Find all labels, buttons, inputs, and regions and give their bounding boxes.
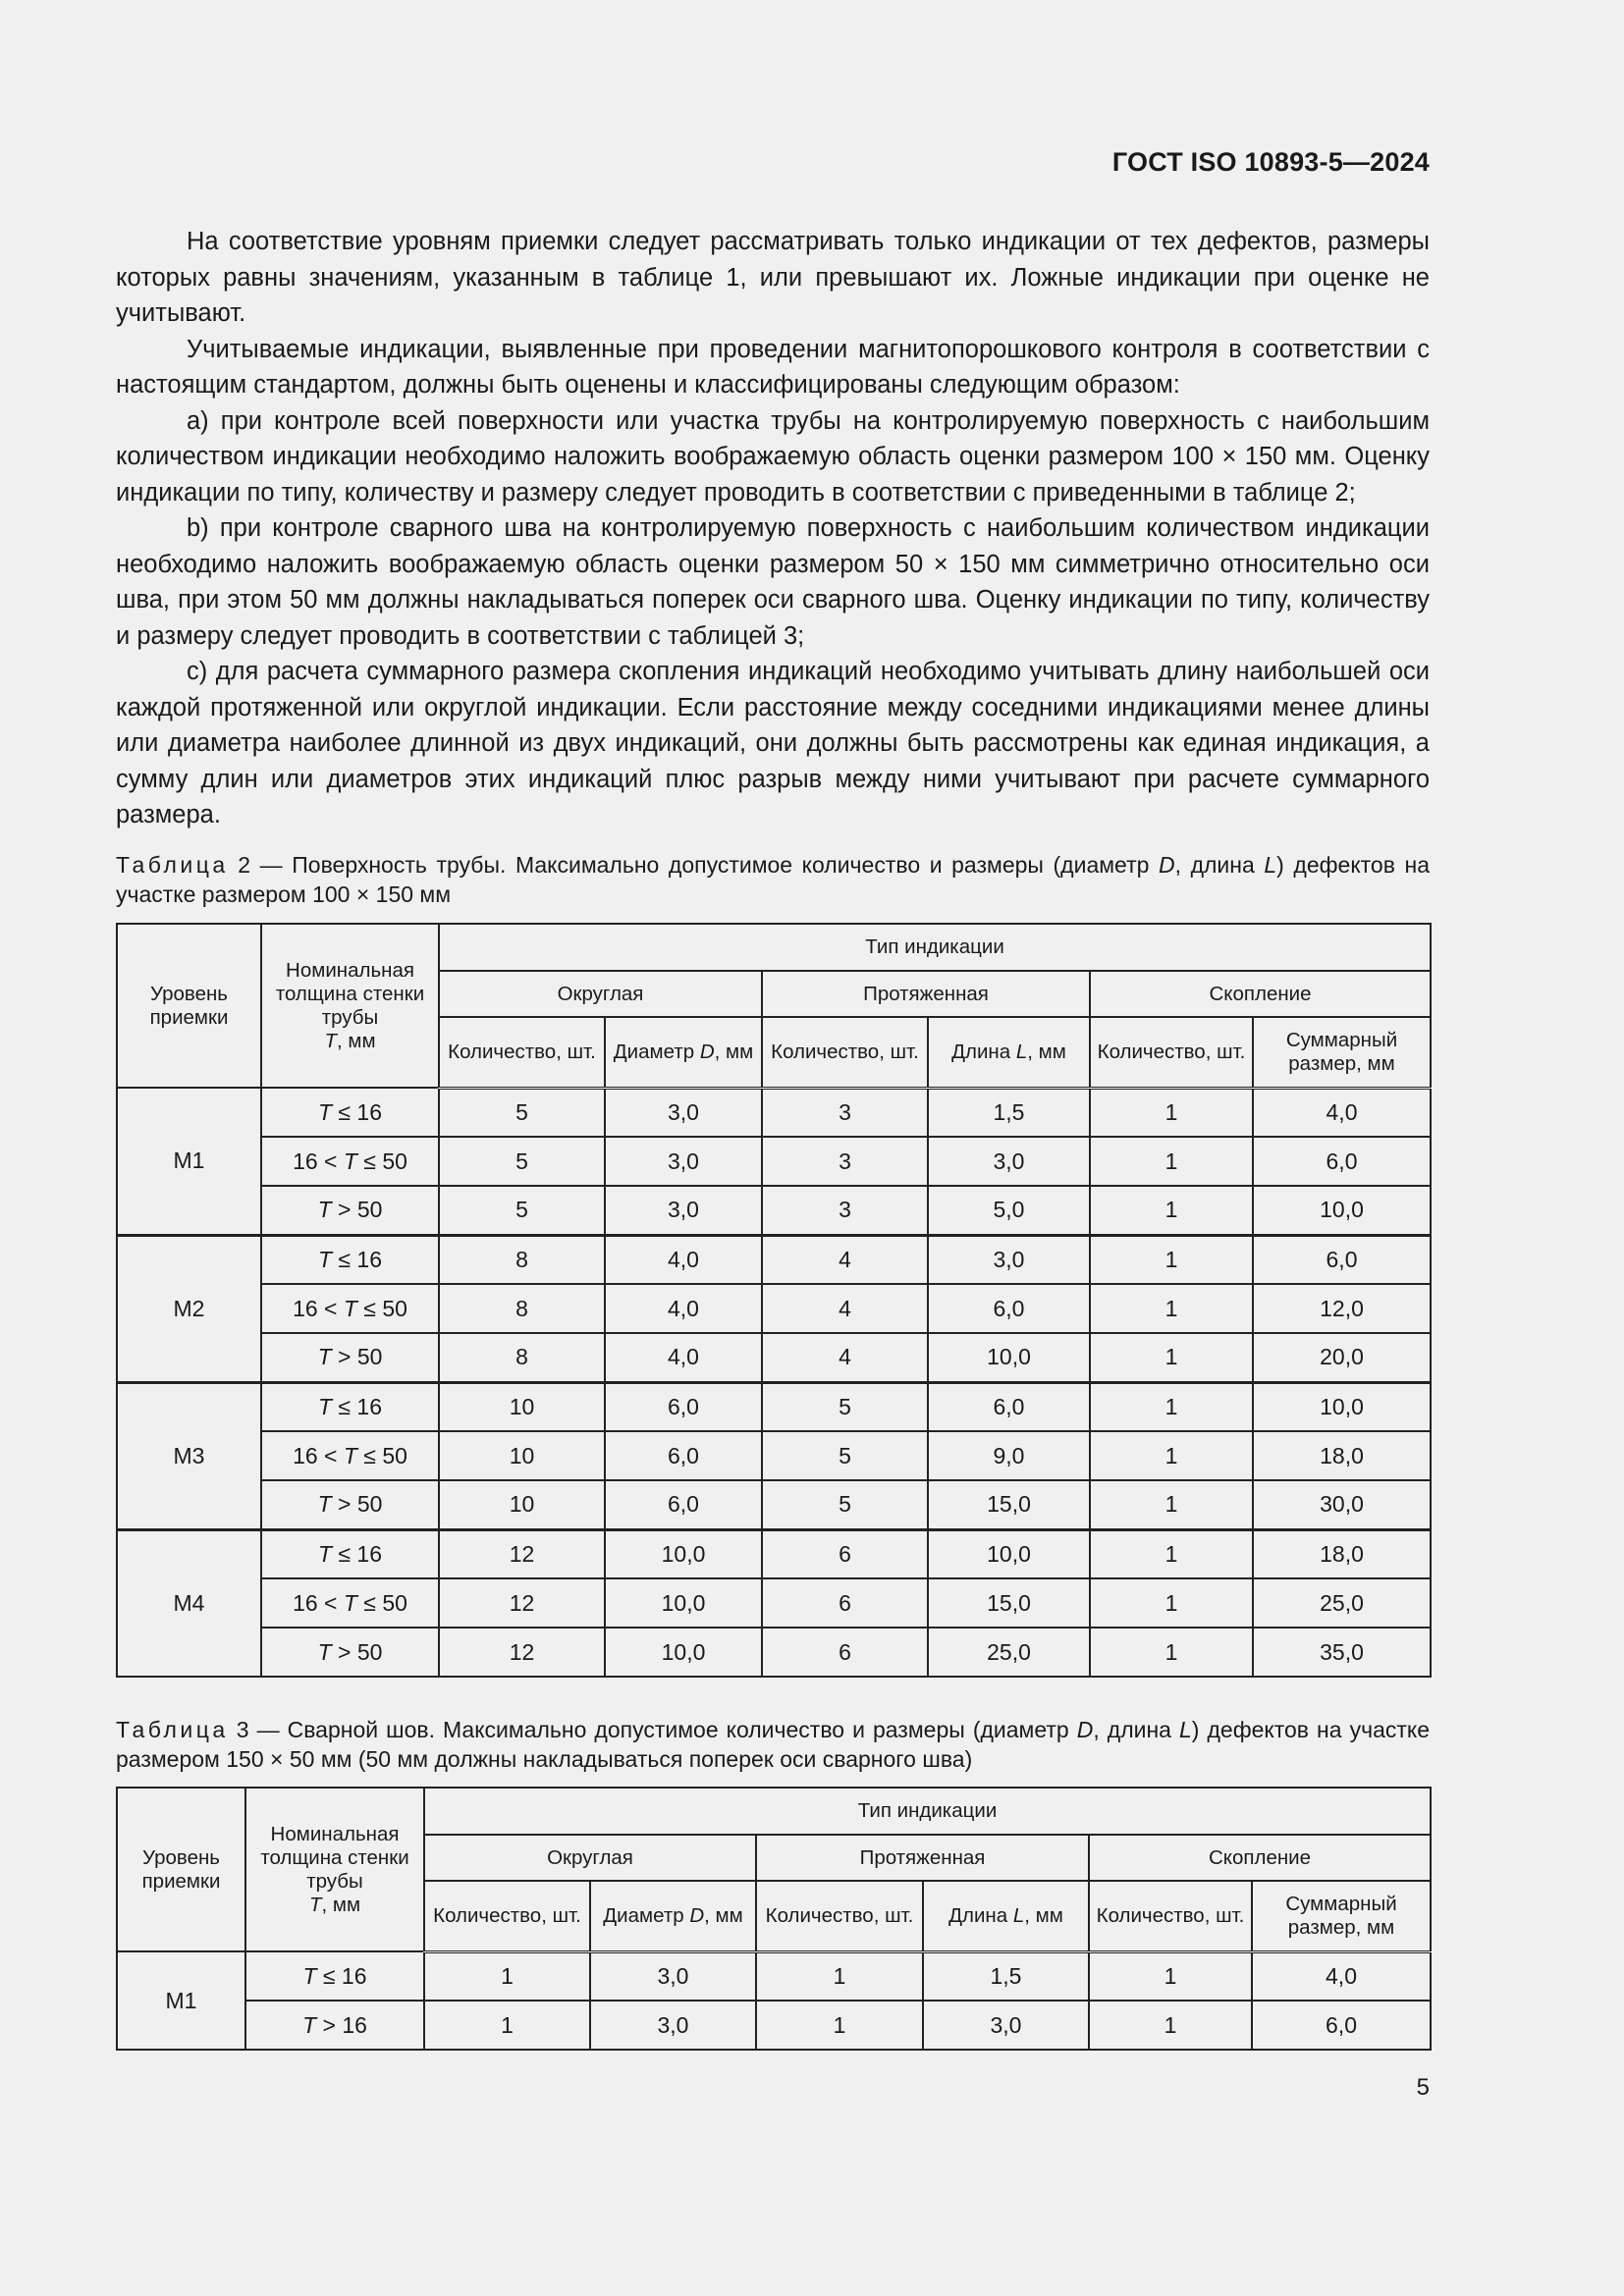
- header-round: Округлая: [424, 1835, 756, 1881]
- data-cell: 3,0: [928, 1235, 1090, 1284]
- data-cell: 5: [762, 1431, 928, 1480]
- data-cell: 3,0: [590, 2001, 756, 2050]
- table-3: [116, 1787, 1432, 2051]
- data-cell: 4: [762, 1284, 928, 1333]
- data-cell: 8: [439, 1333, 605, 1382]
- data-cell: 1: [756, 2001, 923, 2050]
- table-row: [117, 1628, 1431, 1677]
- table-row: [117, 1382, 1431, 1431]
- table-label: Таблица: [116, 1717, 229, 1742]
- table-row: [117, 1137, 1431, 1186]
- data-cell: 1: [424, 1951, 590, 2001]
- thickness-cell: T > 50: [261, 1186, 439, 1235]
- header-level: Уровень приемки: [117, 924, 261, 1088]
- thickness-cell: T > 50: [261, 1333, 439, 1382]
- data-cell: 4,0: [1252, 1951, 1431, 2001]
- data-cell: 3,0: [923, 2001, 1089, 2050]
- data-cell: 10,0: [605, 1578, 762, 1628]
- data-cell: 6,0: [1253, 1235, 1431, 1284]
- header-diameter: Диаметр D, мм: [590, 1881, 756, 1951]
- paragraph: Учитываемые индикации, выявленные при проведении магнитопорошкового контроля в соответствии с настоящим стандартом, должны быть оценены и классифицированы следующим образом:: [116, 335, 1430, 399]
- table-row: [117, 1088, 1431, 1137]
- data-cell: 6: [762, 1529, 928, 1578]
- data-cell: 25,0: [1253, 1578, 1431, 1628]
- list-item-a: a) при контроле всей поверхности или участка трубы на контролируемую поверхность с наибольшим количеством индикации необходимо наложить воображаемую область оценки размером 100 × 150 мм. Оценку индикации по типу, количеству и размеру следует проводить в соответствии с приведенными в таблице 2;: [116, 406, 1430, 507]
- thickness-cell: T ≤ 16: [261, 1235, 439, 1284]
- data-cell: 5,0: [928, 1186, 1090, 1235]
- header-count: Количество, шт.: [1090, 1017, 1253, 1088]
- data-cell: 6,0: [1253, 1137, 1431, 1186]
- data-cell: 4,0: [605, 1333, 762, 1382]
- paragraph: На соответствие уровням приемки следует рассматривать только индикации от тех дефектов, размеры которых равны значениям, указанным в таблице 1, или превышают их. Ложные индикации при оценке не учитывают.: [116, 228, 1430, 327]
- data-cell: 1: [1090, 1235, 1253, 1284]
- data-cell: 10: [439, 1382, 605, 1431]
- data-cell: 5: [439, 1137, 605, 1186]
- thickness-cell: T > 50: [261, 1628, 439, 1677]
- data-cell: 10: [439, 1431, 605, 1480]
- data-cell: 4: [762, 1235, 928, 1284]
- body-text: [116, 224, 1430, 833]
- table-row: [117, 1333, 1431, 1382]
- data-cell: 1: [1090, 1529, 1253, 1578]
- table-number: 2: [238, 852, 251, 878]
- thickness-cell: 16 < T ≤ 50: [261, 1284, 439, 1333]
- header-count: Количество, шт.: [1089, 1881, 1252, 1951]
- data-cell: 18,0: [1253, 1431, 1431, 1480]
- level-cell: M4: [117, 1529, 261, 1677]
- thickness-cell: 16 < T ≤ 50: [261, 1137, 439, 1186]
- table-row: [117, 1578, 1431, 1628]
- data-cell: 15,0: [928, 1578, 1090, 1628]
- data-cell: 12: [439, 1578, 605, 1628]
- data-cell: 10,0: [928, 1529, 1090, 1578]
- data-cell: 1: [1090, 1186, 1253, 1235]
- data-cell: 5: [762, 1480, 928, 1529]
- data-cell: 10,0: [605, 1628, 762, 1677]
- data-cell: 1: [1090, 1480, 1253, 1529]
- data-cell: 1: [1090, 1284, 1253, 1333]
- data-cell: 12,0: [1253, 1284, 1431, 1333]
- thickness-cell: 16 < T ≤ 50: [261, 1431, 439, 1480]
- header-length: Длина L, мм: [923, 1881, 1089, 1951]
- data-cell: 12: [439, 1628, 605, 1677]
- data-cell: 9,0: [928, 1431, 1090, 1480]
- data-cell: 3: [762, 1186, 928, 1235]
- data-cell: 35,0: [1253, 1628, 1431, 1677]
- header-total-size: Суммарный размер, мм: [1252, 1881, 1431, 1951]
- data-cell: 1: [1089, 2001, 1252, 2050]
- data-cell: 1: [1089, 1951, 1252, 2001]
- header-diameter: Диаметр D, мм: [605, 1017, 762, 1088]
- header-cluster: Скопление: [1090, 971, 1431, 1017]
- data-cell: 1: [1090, 1628, 1253, 1677]
- table3-caption: Таблица 3 — Сварной шов. Максимально допустимое количество и размеры (диаметр D, длина L) дефектов на участке размером 150 × 50 мм (50 мм должны накладываться поперек оси сварного шва): [116, 1717, 1431, 1772]
- thickness-cell: T ≤ 16: [261, 1529, 439, 1578]
- data-cell: 6: [762, 1628, 928, 1677]
- data-cell: 1: [1090, 1431, 1253, 1480]
- list-item-c: c) для расчета суммарного размера скопления индикаций необходимо учитывать длину наибольшей оси каждой протяженной или округлой индикации. Если расстояние между соседними индикациями менее длины или диаметра наиболее длинной из двух индикаций, они должны быть рассмотрены как единая индикация, а сумму длин или диаметров этих индикаций плюс разрыв между ними учитывают при расчете суммарного размера.: [116, 658, 1430, 828]
- data-cell: 18,0: [1253, 1529, 1431, 1578]
- data-cell: 4: [762, 1333, 928, 1382]
- level-cell: M3: [117, 1382, 261, 1529]
- table-row: [117, 1186, 1431, 1235]
- header-count: Количество, шт.: [762, 1017, 928, 1088]
- data-cell: 6,0: [605, 1480, 762, 1529]
- data-cell: 1: [424, 2001, 590, 2050]
- table-row: [117, 1480, 1431, 1529]
- thickness-cell: T ≤ 16: [261, 1088, 439, 1137]
- thickness-cell: T > 50: [261, 1480, 439, 1529]
- header-count: Количество, шт.: [439, 1017, 605, 1088]
- header-thickness: Номинальная толщина стенки трубы T, мм: [261, 924, 439, 1088]
- data-cell: 1: [1090, 1382, 1253, 1431]
- data-cell: 3,0: [590, 1951, 756, 2001]
- table-label: Таблица: [116, 852, 229, 878]
- level-cell: M2: [117, 1235, 261, 1382]
- table-2: [116, 923, 1432, 1678]
- data-cell: 5: [439, 1088, 605, 1137]
- data-cell: 1: [1090, 1088, 1253, 1137]
- list-item-b: b) при контроле сварного шва на контролируемую поверхность с наибольшим количеством индикации необходимо наложить воображаемую область оценки размером 50 × 150 мм симметрично относительно оси шва, при этом 50 мм должны накладываться поперек оси сварного шва. Оценку индикации по типу, количеству и размеру следует проводить в соответствии с таблицей 3;: [116, 514, 1430, 650]
- data-cell: 6,0: [605, 1382, 762, 1431]
- data-cell: 1: [1090, 1333, 1253, 1382]
- document-header: ГОСТ ISO 10893-5—2024: [1111, 147, 1430, 177]
- header-level: Уровень приемки: [117, 1788, 245, 1951]
- header-type: Тип индикации: [439, 924, 1431, 971]
- data-cell: 4,0: [605, 1235, 762, 1284]
- data-cell: 6: [762, 1578, 928, 1628]
- data-cell: 25,0: [928, 1628, 1090, 1677]
- header-round: Округлая: [439, 971, 762, 1017]
- data-cell: 8: [439, 1284, 605, 1333]
- data-cell: 5: [762, 1382, 928, 1431]
- data-cell: 10,0: [1253, 1186, 1431, 1235]
- data-cell: 10,0: [605, 1529, 762, 1578]
- thickness-cell: T ≤ 16: [261, 1382, 439, 1431]
- data-cell: 3,0: [605, 1088, 762, 1137]
- data-cell: 1: [1090, 1137, 1253, 1186]
- data-cell: 4,0: [605, 1284, 762, 1333]
- level-cell: M1: [117, 1951, 245, 2050]
- data-cell: 20,0: [1253, 1333, 1431, 1382]
- data-cell: 3,0: [928, 1137, 1090, 1186]
- data-cell: 6,0: [928, 1382, 1090, 1431]
- data-cell: 3,0: [605, 1137, 762, 1186]
- data-cell: 1,5: [928, 1088, 1090, 1137]
- data-cell: 15,0: [928, 1480, 1090, 1529]
- table-row: [117, 1235, 1431, 1284]
- header-count: Количество, шт.: [424, 1881, 590, 1951]
- table-row: [117, 1431, 1431, 1480]
- data-cell: 30,0: [1253, 1480, 1431, 1529]
- data-cell: 5: [439, 1186, 605, 1235]
- thickness-cell: 16 < T ≤ 50: [261, 1578, 439, 1628]
- data-cell: 3: [762, 1137, 928, 1186]
- table-row: [117, 2001, 1431, 2050]
- data-cell: 6,0: [928, 1284, 1090, 1333]
- level-cell: M1: [117, 1088, 261, 1235]
- page-number: 5: [1416, 2074, 1430, 2101]
- data-cell: 8: [439, 1235, 605, 1284]
- data-cell: 10,0: [1253, 1382, 1431, 1431]
- data-cell: 6,0: [1252, 2001, 1431, 2050]
- header-extended: Протяженная: [762, 971, 1090, 1017]
- header-extended: Протяженная: [756, 1835, 1089, 1881]
- data-cell: 4,0: [1253, 1088, 1431, 1137]
- data-cell: 3,0: [605, 1186, 762, 1235]
- header-length: Длина L, мм: [928, 1017, 1090, 1088]
- thickness-cell: T > 16: [245, 2001, 424, 2050]
- table-number: 3: [236, 1717, 249, 1742]
- data-cell: 1: [1090, 1578, 1253, 1628]
- header-cluster: Скопление: [1089, 1835, 1431, 1881]
- data-cell: 3: [762, 1088, 928, 1137]
- header-count: Количество, шт.: [756, 1881, 923, 1951]
- table2-caption: Таблица 2 — Поверхность трубы. Максимально допустимое количество и размеры (диаметр D, длина L) дефектов на участке размером 100 × 150 мм: [116, 852, 1431, 907]
- header-type: Тип индикации: [424, 1788, 1431, 1835]
- data-cell: 1: [756, 1951, 923, 2001]
- thickness-cell: T ≤ 16: [245, 1951, 424, 2001]
- header-thickness: Номинальная толщина стенки трубы T, мм: [245, 1788, 424, 1951]
- table-row: [117, 1529, 1431, 1578]
- data-cell: 10,0: [928, 1333, 1090, 1382]
- data-cell: 1,5: [923, 1951, 1089, 2001]
- header-total-size: Суммарный размер, мм: [1253, 1017, 1431, 1088]
- table-row: [117, 1284, 1431, 1333]
- data-cell: 6,0: [605, 1431, 762, 1480]
- data-cell: 10: [439, 1480, 605, 1529]
- table-row: [117, 1951, 1431, 2001]
- data-cell: 12: [439, 1529, 605, 1578]
